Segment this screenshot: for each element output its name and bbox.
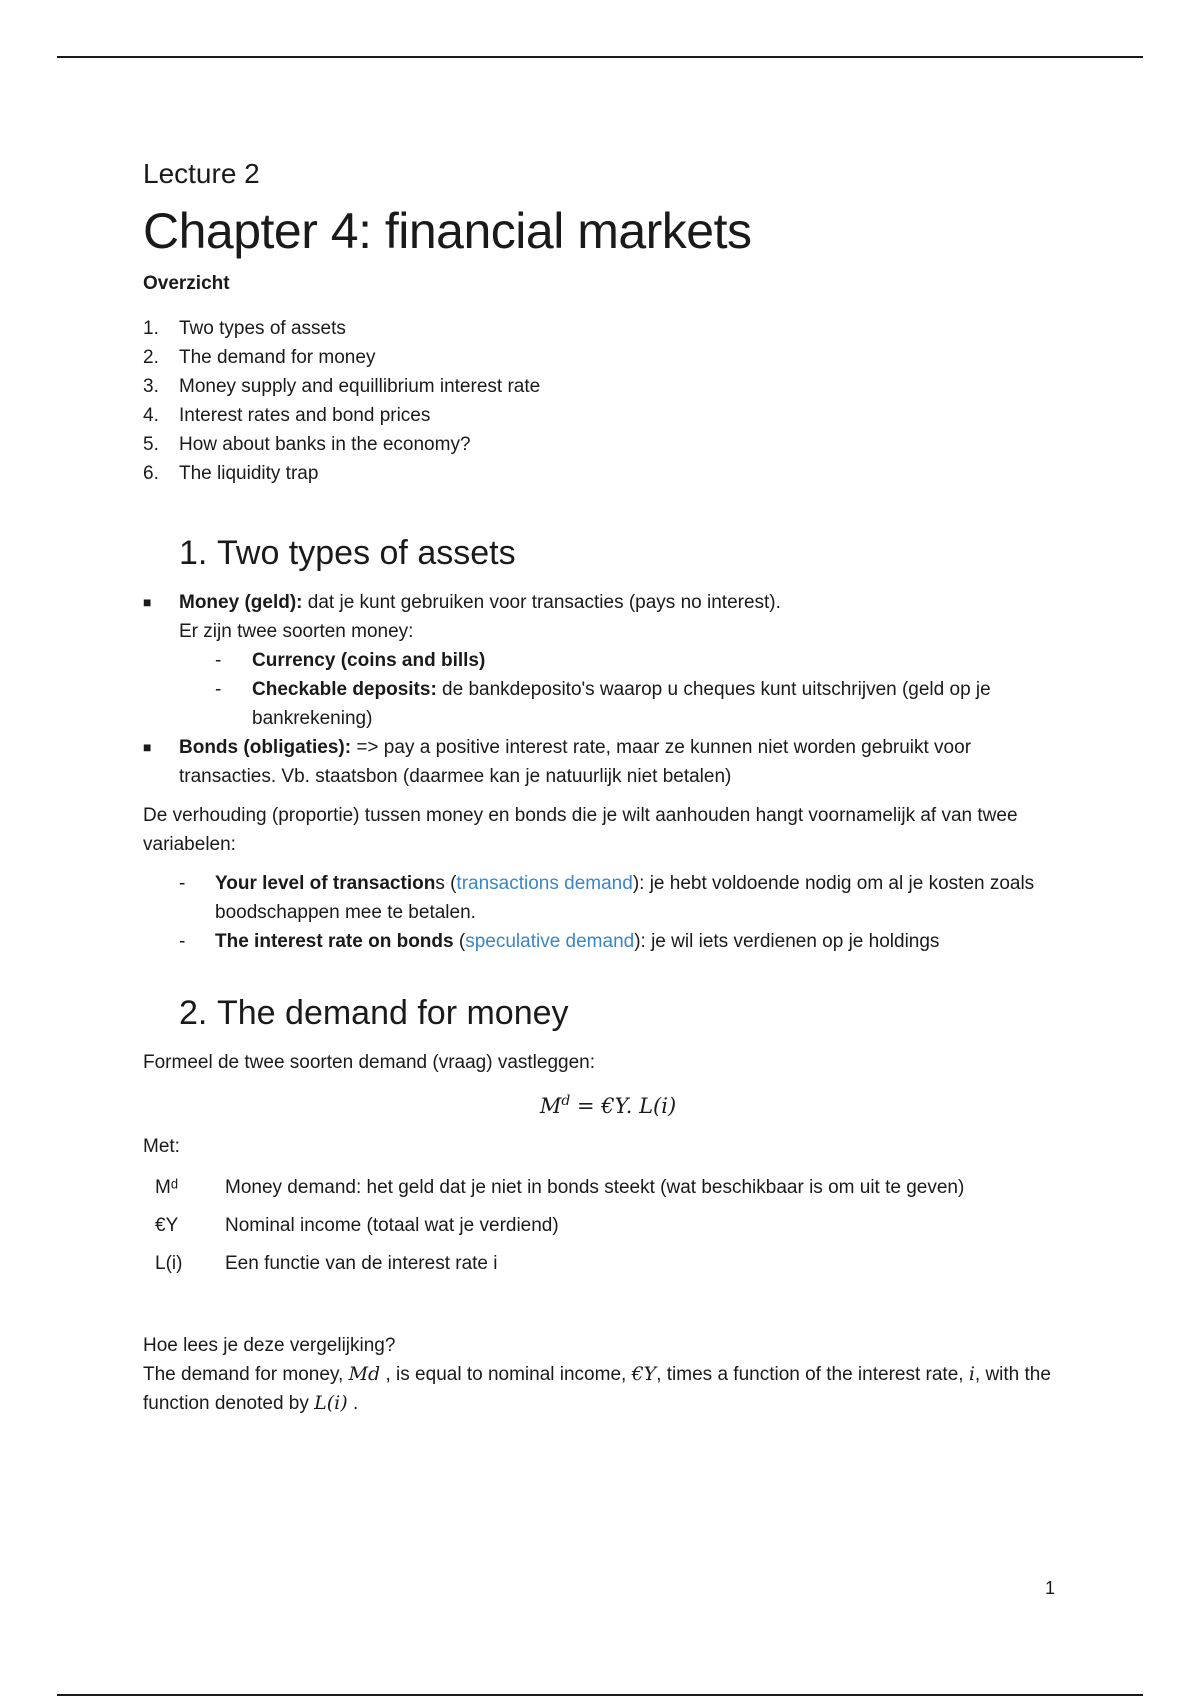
lecture-label: Lecture 2 [143, 158, 260, 189]
bullet-bonds: ■ Bonds (obligaties): => pay a positive interest rate, maar ze kunnen niet worden gebruikt voor transacties. Vb. staatsbon (daarmee kan je natuurlijk niet betalen) [143, 733, 1073, 791]
section-2-heading: 2. The demand for money [179, 994, 569, 1032]
toc-item: 2. The demand for money [143, 347, 376, 368]
chapter-title: Chapter 4: financial markets [143, 203, 752, 259]
toc-item: 3. Money supply and equillibrium interest rate [143, 376, 541, 397]
table-row: €Y Nominal income (totaal wat je verdiend) [155, 1215, 559, 1236]
table-row: L(i) Een functie van de interest rate i [155, 1253, 498, 1274]
money-demand-formula: $M^d$ = €Y. L(i) [539, 1093, 677, 1118]
section-2-intro: Formeel de twee soorten demand (vraag) vastleggen: [143, 1052, 596, 1073]
square-bullet-icon: ■ [143, 594, 152, 610]
section-1-heading: 1. Two types of assets [179, 534, 516, 572]
question-line: Hoe lees je deze vergelijking? [143, 1335, 396, 1356]
bottom-rule [57, 1694, 1143, 1696]
page-number: 1 [1045, 1578, 1056, 1598]
toc-item: 1. Two types of assets [143, 318, 346, 339]
table-row: Mᵈ Money demand: het geld dat je niet in bonds steekt (wat beschikbaar is om uit te geven) [155, 1177, 965, 1198]
variable-transactions: - Your level of transactions (transactions demand): je hebt voldoende nodig om al je kosten zoals boodschappen mee te betalen. [179, 873, 1035, 923]
toc-item: 5. How about banks in the economy? [143, 434, 471, 455]
table-of-contents [143, 314, 1073, 488]
variable-interest-rate: - The interest rate on bonds (speculative demand): je wil iets verdienen op je holdings [179, 931, 940, 952]
ratio-paragraph: De verhouding (proportie) tussen money en bonds die je wilt aanhouden hangt voornamelijk af van twee variabelen: [143, 805, 1018, 855]
overview-heading: Overzicht [143, 273, 230, 294]
met-label: Met: [143, 1136, 180, 1157]
top-rule [57, 56, 1143, 58]
bullet-money: ■ Money (geld): dat je kunt gebruiken voor transacties (pays no interest). Er zijn twee soorten money: [143, 588, 1073, 646]
square-bullet-icon: ■ [143, 739, 152, 755]
sub-item-currency: - Currency (coins and bills) [215, 650, 486, 671]
toc-item: 4. Interest rates and bond prices [143, 405, 431, 426]
toc-item: 6. The liquidity trap [143, 463, 319, 484]
sub-item-checkable-deposits: - Checkable deposits: de bankdeposito's waarop u cheques kunt uitschrijven (geld op je bankrekening) [215, 679, 991, 729]
definitions-table [155, 1169, 964, 1283]
document-body [143, 156, 1073, 1418]
answer-paragraph: The demand for money, Md , is equal to nominal income, €Y, times a function of the interest rate, i, with the function denoted by L(i) . [143, 1363, 1051, 1414]
